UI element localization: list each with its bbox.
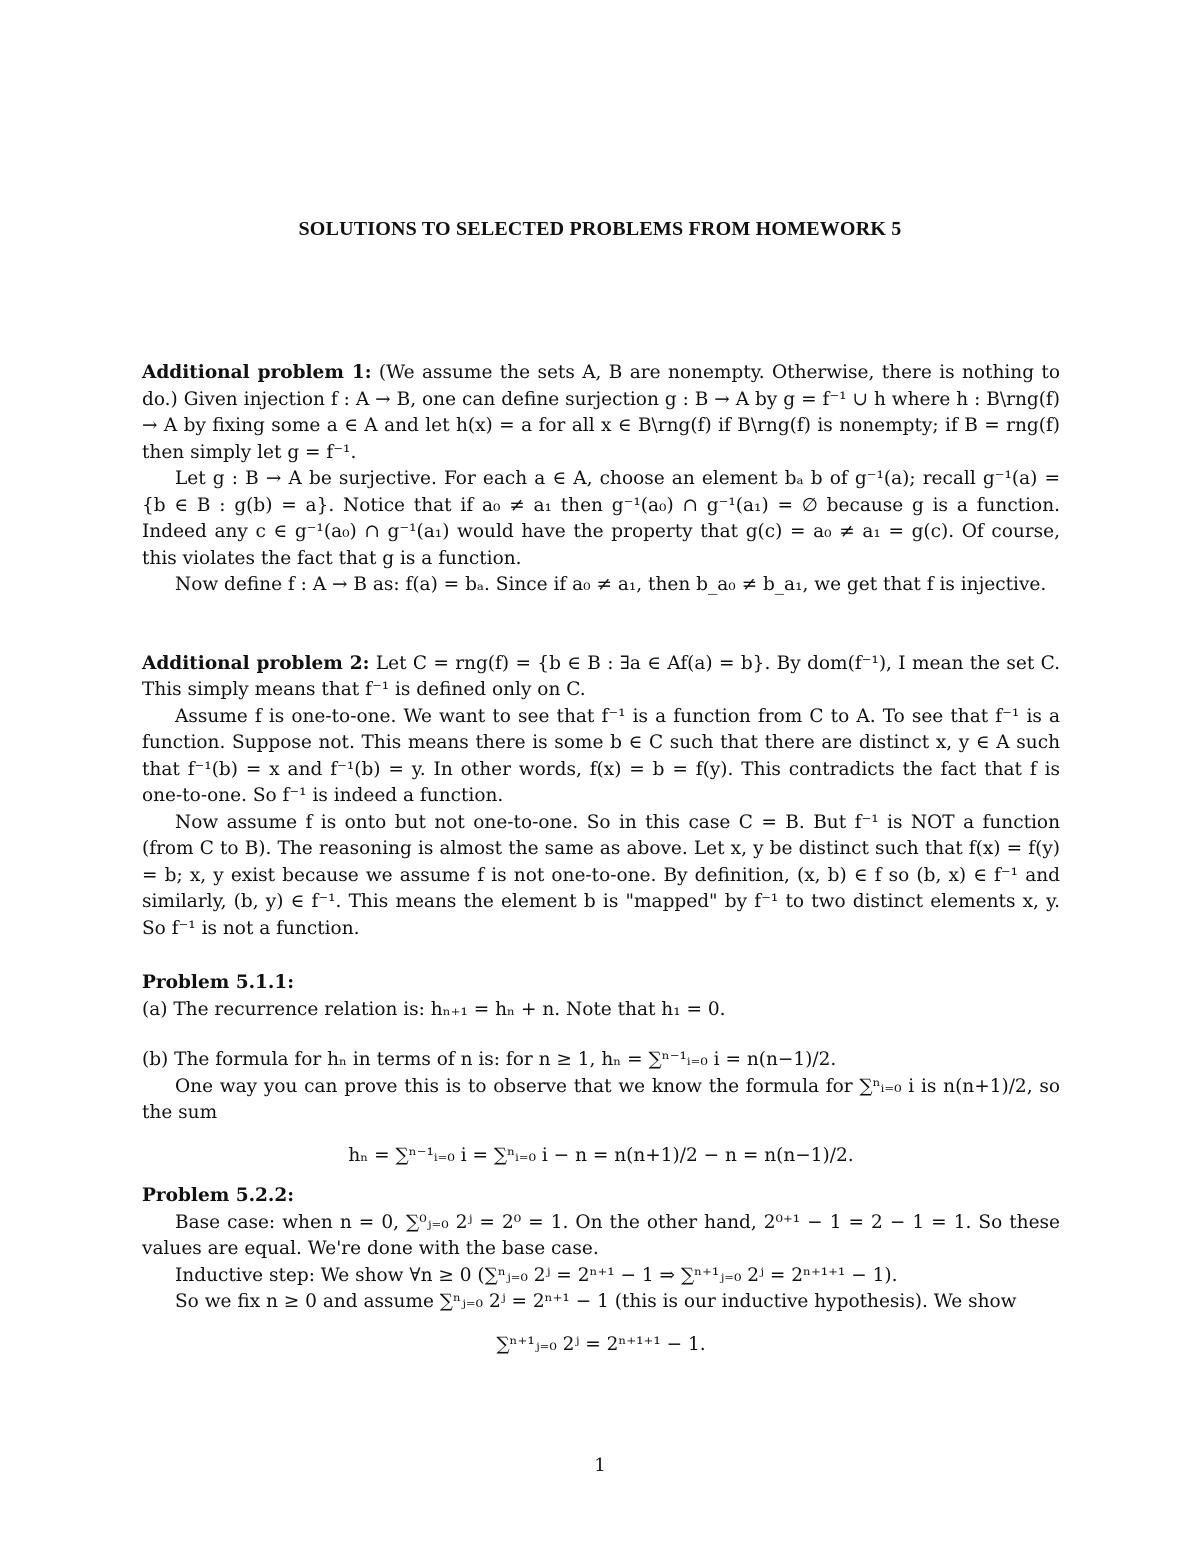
additional-problem-1 [142,360,1060,599]
document-title: SOLUTIONS TO SELECTED PROBLEMS FROM HOMEWORK 5 [298,218,902,240]
ap2-heading: Additional problem 2: [142,652,370,674]
p511-part-a: (a) The recurrence relation is: hₙ₊₁ = hₙ + n. Note that h₁ = 0. [142,998,726,1020]
ap2-paragraph-3: Now assume f is onto but not one-to-one. So in this case C = B. But f⁻¹ is NOT a function (from C to B). The reasoning is almost the same as above. Let x, y be distinct such that f(x) = f(y) = b; x, y exist because we assume f is not one-to-one. By definition, (x, b) ∈ f so (b, x) ∈ f⁻¹ and similarly, (b, y) ∈ f⁻¹. This means the element b is "mapped" by f⁻¹ to two distinct elements x, y. So f⁻¹ is not a function. [142,811,1060,939]
ap2-text-1: Let C = rng(f) = {b ∈ B : ∃a ∈ Af(a) = b}. By dom(f⁻¹), I mean the set C. This simply means that f⁻¹ is defined only on C. [142,652,1060,700]
problem-5-1-1 [142,970,1060,1169]
page-number: 1 [594,1455,606,1476]
ap2-paragraph-1 [142,651,1060,704]
problem-5-2-2 [142,1183,1060,1358]
ap1-text-1: (We assume the sets A, B are nonempty. Otherwise, there is nothing to do.) Given injection f : A → B, one can define surjection g : B → A by g = f⁻¹ ∪ h where h : B\rng(f) → A by fixing some a ∈ A and let h(x) = a for all x ∈ B\rng(f) if B\rng(f) is nonempty; if B = rng(f) then simply let g = f⁻¹. [142,362,1061,463]
ap1-paragraph-3: Now define f : A → B as: f(a) = bₐ. Since if a₀ ≠ a₁, then b_a₀ ≠ b_a₁, we get that f is injective. [175,574,1047,595]
ap1-paragraph-2: Let g : B → A be surjective. For each a ∈ A, choose an element bₐ b of g⁻¹(a); recall g⁻¹(a) = {b ∈ B : g(b) = a}. Notice that if a₀ ≠ a₁ then g⁻¹(a₀) ∩ g⁻¹(a₁) = ∅ because g is a function. Indeed any c ∈ g⁻¹(a₀) ∩ g⁻¹(a₁) would have the property that g(c) = a₀ ≠ a₁ = g(c). Of course, this violates the fact that g is a function. [142,468,1060,569]
ap1-paragraph-1 [142,360,1060,466]
p522-heading: Problem 5.2.2: [142,1185,295,1206]
ap1-heading: Additional problem 1: [142,362,372,383]
p511-display-equation: hₙ = ∑ⁿ⁻¹ᵢ₌₀ i = ∑ⁿᵢ₌₀ i − n = n(n+1)/2 − n = n(n−1)/2. [348,1144,854,1166]
p522-inductive-step: Inductive step: We show ∀n ≥ 0 (∑ⁿⱼ₌₀ 2ʲ = 2ⁿ⁺¹ − 1 ⇒ ∑ⁿ⁺¹ⱼ₌₀ 2ʲ = 2ⁿ⁺¹⁺¹ − 1). [175,1264,898,1286]
additional-problem-2 [142,651,1060,943]
p511-heading: Problem 5.1.1: [142,972,295,993]
p511-part-b: (b) The formula for hₙ in terms of n is: for n ≥ 1, hₙ = ∑ⁿ⁻¹ᵢ₌₀ i = n(n−1)/2. [142,1049,837,1070]
p522-hypothesis: So we fix n ≥ 0 and assume ∑ⁿⱼ₌₀ 2ʲ = 2ⁿ⁺¹ − 1 (this is our inductive hypothesis). We show [175,1291,1017,1312]
ap2-paragraph-2: Assume f is one-to-one. We want to see that f⁻¹ is a function from C to A. To see that f⁻¹ is a function. Suppose not. This means there is some b ∈ C such that there are distinct x, y ∈ A such that f⁻¹(b) = x and f⁻¹(b) = y. In other words, f(x) = b = f(y). This contradicts the fact that f is one-to-one. So f⁻¹ is indeed a function. [142,705,1060,806]
document-body [142,360,1060,1372]
p522-display-equation: ∑ⁿ⁺¹ⱼ₌₀ 2ʲ = 2ⁿ⁺¹⁺¹ − 1. [496,1333,706,1355]
p511-paragraph-proof: One way you can prove this is to observe that we know the formula for ∑ⁿᵢ₌₀ i is n(n+1)/2, so the sum [142,1075,1060,1123]
p522-base-case: Base case: when n = 0, ∑⁰ⱼ₌₀ 2ʲ = 2⁰ = 1. On the other hand, 2⁰⁺¹ − 1 = 2 − 1 = 1. So these values are equal. We're done with the base case. [142,1211,1060,1259]
